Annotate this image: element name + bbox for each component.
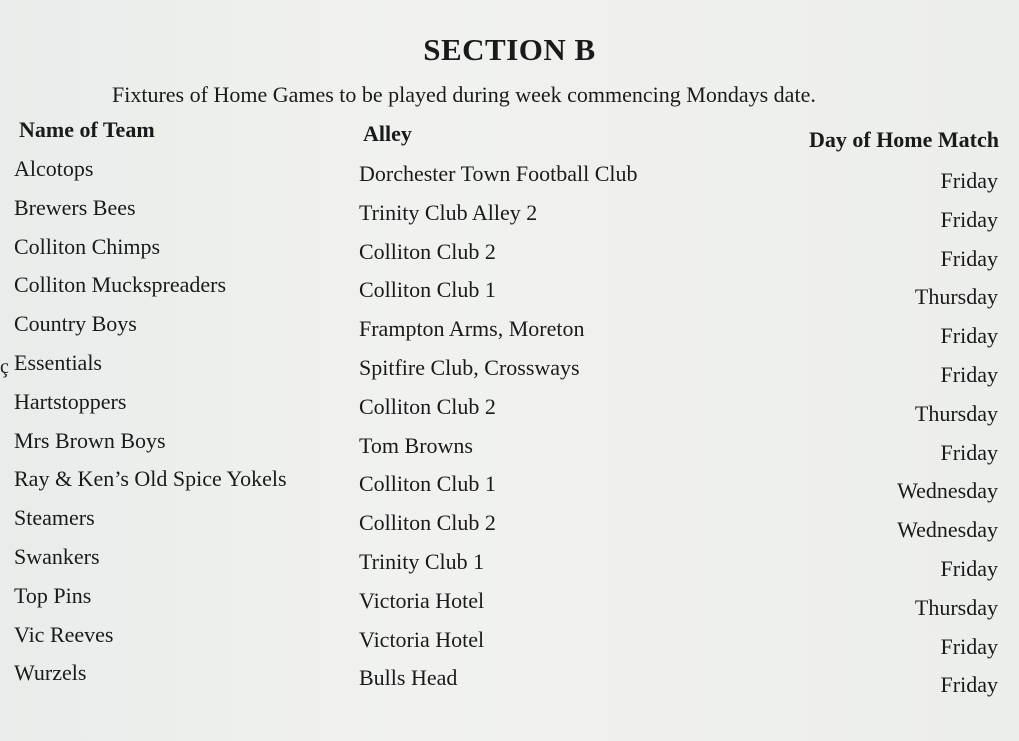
- alley-name: Colliton Club 1: [359, 471, 496, 497]
- team-name: Colliton Chimps: [14, 233, 161, 259]
- day-column-header: Day of Home Match: [808, 127, 999, 152]
- alley-column-header: Alley: [363, 121, 412, 146]
- team-name: Colliton Muckspreaders: [14, 272, 227, 298]
- alley-name: Colliton Club 2: [359, 238, 496, 264]
- team-name: Wurzels: [14, 660, 87, 686]
- alley-name: Trinity Club Alley 2: [359, 199, 538, 225]
- alley-name: Colliton Club 2: [359, 393, 496, 419]
- alley-name: Spitfire Club, Crossways: [359, 354, 580, 380]
- alley-name: Colliton Club 2: [359, 510, 496, 536]
- team-name: Steamers: [14, 505, 95, 531]
- alley-name: Victoria Hotel: [359, 587, 485, 613]
- match-day: Thursday: [914, 284, 998, 310]
- match-day: Friday: [940, 555, 998, 581]
- team-name: Ray & Ken’s Old Spice Yokels: [14, 466, 287, 492]
- match-day: Friday: [940, 168, 998, 193]
- team-name: Mrs Brown Boys: [14, 427, 166, 453]
- match-day: Thursday: [914, 594, 998, 620]
- match-day-list: [897, 168, 998, 711]
- match-day: Friday: [940, 323, 998, 349]
- match-day: Wednesday: [897, 478, 998, 504]
- match-day: Wednesday: [897, 517, 998, 543]
- team-name: Country Boys: [14, 311, 137, 337]
- team-name: Alcotops: [14, 156, 94, 181]
- team-list: [14, 156, 287, 699]
- team-column-header: Name of Team: [19, 117, 155, 142]
- match-day: Friday: [940, 245, 998, 271]
- team-name: Top Pins: [14, 582, 92, 608]
- match-day: Friday: [940, 361, 998, 387]
- alley-name: Bulls Head: [359, 665, 458, 691]
- match-day: Thursday: [914, 400, 998, 426]
- alley-name: Dorchester Town Football Club: [359, 161, 638, 186]
- edge-mark: ç: [0, 356, 9, 378]
- fixtures-subtitle: Fixtures of Home Games to be played during week commencing Mondays date.: [112, 82, 816, 107]
- alley-name: Frampton Arms, Moreton: [359, 316, 585, 342]
- alley-list: [359, 161, 638, 704]
- team-name: Brewers Bees: [14, 194, 136, 220]
- alley-name: Victoria Hotel: [359, 626, 485, 652]
- team-name: Hartstoppers: [14, 388, 127, 414]
- match-day: Friday: [940, 633, 998, 659]
- alley-name: Tom Browns: [359, 432, 473, 458]
- match-day: Friday: [940, 439, 998, 465]
- team-name: Essentials: [14, 349, 102, 375]
- match-day: Friday: [940, 672, 998, 698]
- team-name: Swankers: [14, 543, 100, 569]
- alley-name: Trinity Club 1: [359, 548, 485, 574]
- match-day: Friday: [940, 206, 998, 232]
- alley-name: Colliton Club 1: [359, 277, 496, 303]
- team-name: Vic Reeves: [14, 621, 114, 647]
- section-title: SECTION B: [423, 32, 596, 67]
